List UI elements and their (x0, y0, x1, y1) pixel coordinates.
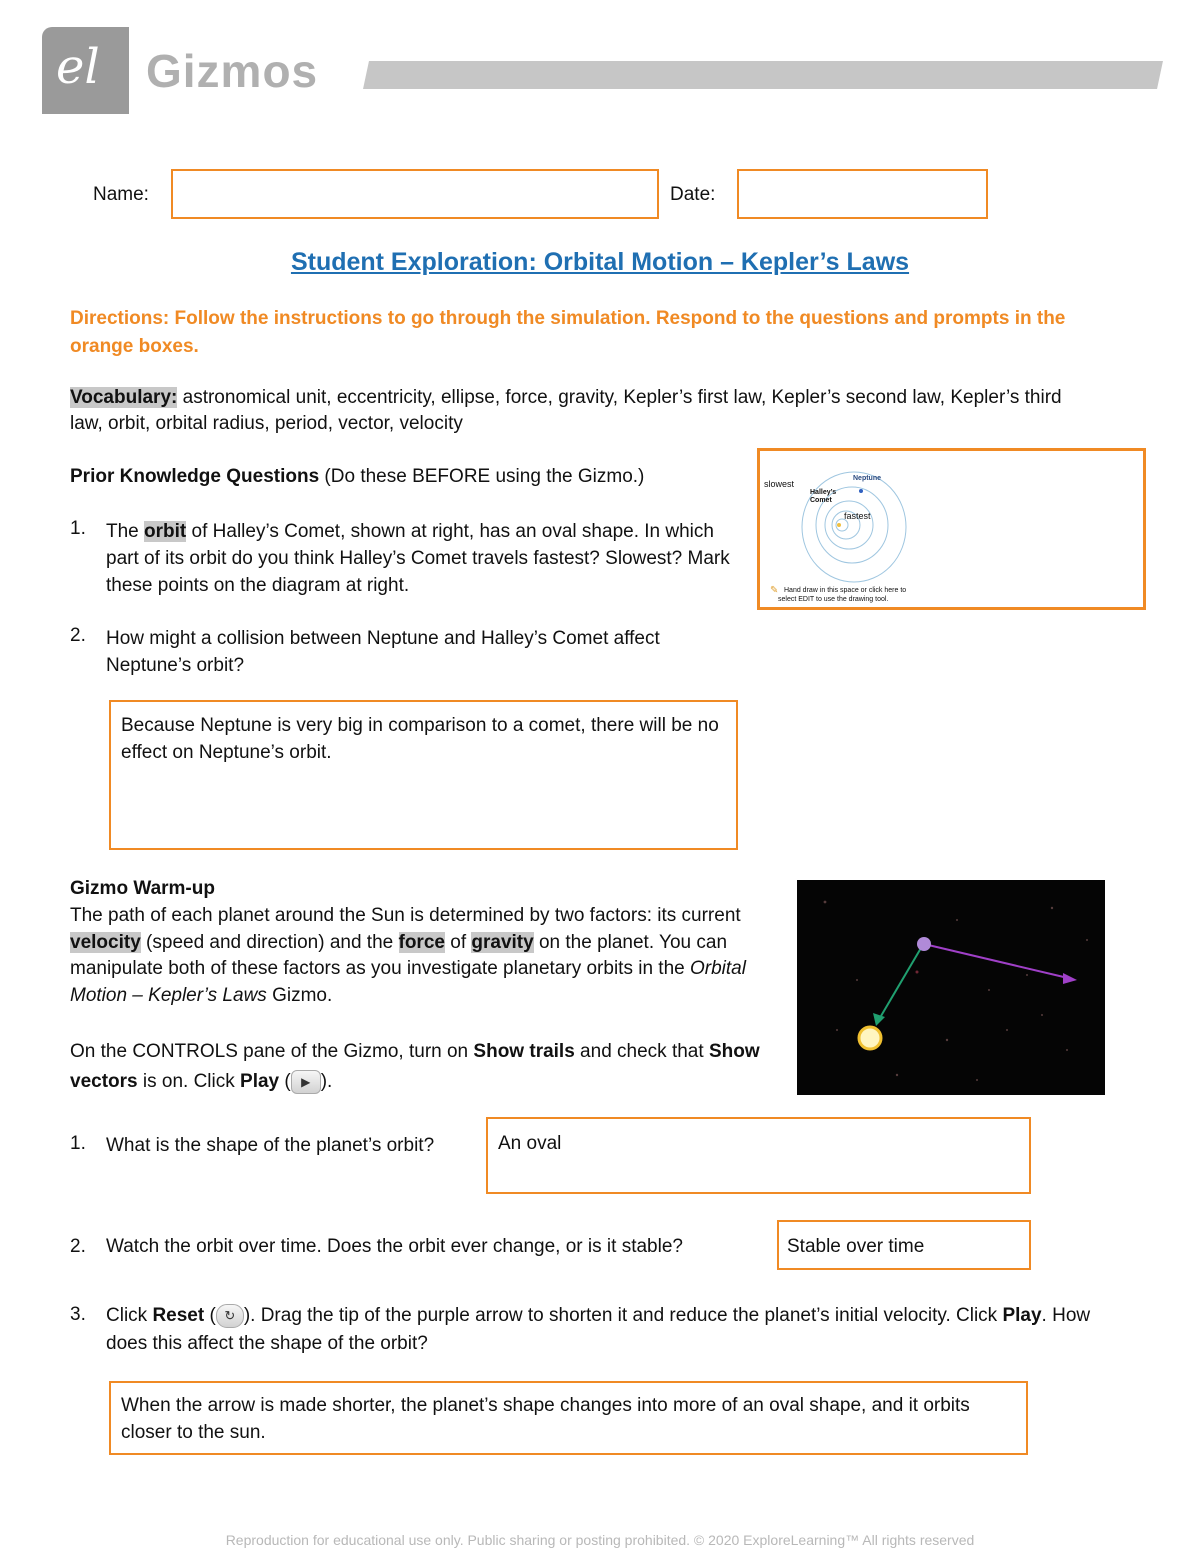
warmup-q2-answer-text: Stable over time (787, 1236, 925, 1257)
sun-dot (837, 523, 841, 527)
date-field[interactable] (737, 169, 988, 219)
warmup-p1-e: Gizmo. (266, 984, 333, 1006)
warmup-q2-text: Watch the orbit over time. Does the orbit ever change, or is it stable? (106, 1236, 683, 1257)
warmup-q3-number: 3. (70, 1304, 86, 1325)
warmup-p2-e: ( (279, 1071, 291, 1092)
planet-dot (917, 937, 931, 951)
footer-text: Reproduction for educational use only. Public sharing or posting prohibited. © 2020 ExploreLearning™ All rights reserved (225, 1532, 975, 1548)
warmup-q1-text: What is the shape of the planet’s orbit? (106, 1135, 435, 1156)
reset-term: Reset (152, 1305, 205, 1326)
label-fastest: fastest (844, 511, 871, 521)
gizmos-logo-text: Gizmos (146, 45, 319, 97)
halley-diagram-box[interactable] (757, 448, 1146, 610)
warmup-q1-answer-box[interactable] (486, 1117, 1031, 1194)
warmup-p2-d: is on. Click (137, 1071, 241, 1092)
warmup-q3-e: . How does this affect the shape of the orbit? (106, 1305, 1091, 1354)
pencil-icon: ✎ (770, 585, 779, 596)
warmup-p1-a: The path of each planet around the Sun is determined by two factors: its current (70, 905, 741, 926)
warmup-q3-text (106, 1302, 1136, 1358)
prior-knowledge-heading (70, 466, 644, 488)
warmup-q3-c: ( (204, 1305, 216, 1326)
vocabulary-label: Vocabulary: (70, 387, 178, 408)
play-term: Play (240, 1071, 280, 1092)
warmup-heading: Gizmo Warm-up (70, 878, 215, 899)
term-velocity: velocity (70, 931, 141, 953)
gizmos-logo-mark (42, 27, 129, 114)
prior-q1-text (106, 518, 746, 599)
term-force: force (398, 931, 445, 953)
warmup-q3-d: ). Drag the tip of the purple arrow to shorten it and reduce the planet’s initial velocity. Click (243, 1305, 1003, 1326)
warmup-q3-answer-box[interactable] (109, 1381, 1028, 1455)
date-label: Date: (670, 184, 716, 205)
label-halley: Halley’s Comet (810, 489, 837, 504)
warmup-q3-answer-text: When the arrow is made shorter, the planet’s shape changes into more of an oval shape, and it orbits closer to the sun. (121, 1395, 970, 1443)
reset-icon[interactable]: ↻ (216, 1304, 244, 1328)
vocabulary-paragraph (70, 385, 1080, 437)
warmup-p1-c: of (444, 931, 472, 953)
prior-q1-pre: The (106, 521, 145, 542)
prior-q1-post: of Halley’s Comet, shown at right, has an oval shape. In which part of its orbit do you think Halley’s Comet travels fastest? Slowest? Mark these points on the diagram at right. (106, 521, 730, 596)
name-label: Name: (93, 184, 149, 205)
prior-q2-answer-box[interactable] (109, 700, 738, 850)
warmup-p1-b: (speed and direction) and the (140, 931, 399, 953)
label-slowest: slowest (764, 479, 795, 489)
warmup-q1-number: 1. (70, 1133, 86, 1154)
halley-orbit-diagram (764, 453, 924, 603)
warmup-controls-paragraph (70, 1037, 770, 1097)
warmup-q2-number: 2. (70, 1236, 86, 1257)
neptune-dot (859, 489, 863, 493)
name-field[interactable] (171, 169, 659, 219)
warmup-p2-f: ). (320, 1071, 333, 1092)
gizmo-title-italic: Orbital Motion – Kepler’s Laws (70, 958, 746, 1006)
logo-mark-text: el (56, 39, 100, 95)
term-gravity: gravity (471, 931, 534, 953)
directions-text: Directions: Follow the instructions to go through the simulation. Respond to the questions and prompts in the orange boxes. (70, 308, 1066, 357)
sun-glow (859, 1027, 881, 1049)
warmup-p2-a: On the CONTROLS pane of the Gizmo, turn on (70, 1041, 474, 1062)
warmup-q3-a: Click (106, 1305, 153, 1326)
show-vectors-term: Show vectors (70, 1041, 760, 1092)
warmup-q2-answer-box[interactable] (777, 1220, 1031, 1270)
prior-q2-answer-text: Because Neptune is very big in comparison to a comet, there will be no effect on Neptune’s orbit. (121, 715, 719, 763)
diagram-hint-line2: select EDIT to use the drawing tool. (778, 596, 889, 603)
show-trails-term: Show trails (473, 1041, 575, 1062)
prior-heading-text: Prior Knowledge Questions (70, 466, 320, 487)
play-term-2: Play (1002, 1305, 1042, 1326)
label-neptune: Neptune (853, 475, 881, 482)
play-icon[interactable]: ▶ (291, 1070, 321, 1094)
prior-q2-text: How might a collision between Neptune and Halley’s Comet affect Neptune’s orbit? (106, 628, 660, 676)
prior-q2-number: 2. (70, 625, 86, 646)
vocabulary-terms: astronomical unit, eccentricity, ellipse, force, gravity, Kepler’s first law, Kepler’s second law, Kepler’s third law, orbit, orbital radius, period, vector, velocity (70, 387, 1062, 434)
prior-heading-note: (Do these BEFORE using the Gizmo.) (319, 466, 645, 487)
term-orbit: orbit (144, 521, 187, 542)
diagram-hint-line1: Hand draw in this space or click here to (784, 587, 907, 594)
warmup-q1-answer-text: An oval (498, 1133, 562, 1154)
page-title: Student Exploration: Orbital Motion – Kepler’s Laws (290, 248, 910, 276)
warmup-intro-paragraph (70, 903, 770, 1009)
orbit-simulation-image (797, 880, 1105, 1095)
header-bar (363, 61, 1163, 89)
warmup-p1-d: on the planet. You can manipulate both of these factors as you investigate planetary orbits in the (70, 931, 728, 979)
prior-q1-number: 1. (70, 518, 86, 539)
warmup-p2-c: and check that (574, 1041, 709, 1062)
